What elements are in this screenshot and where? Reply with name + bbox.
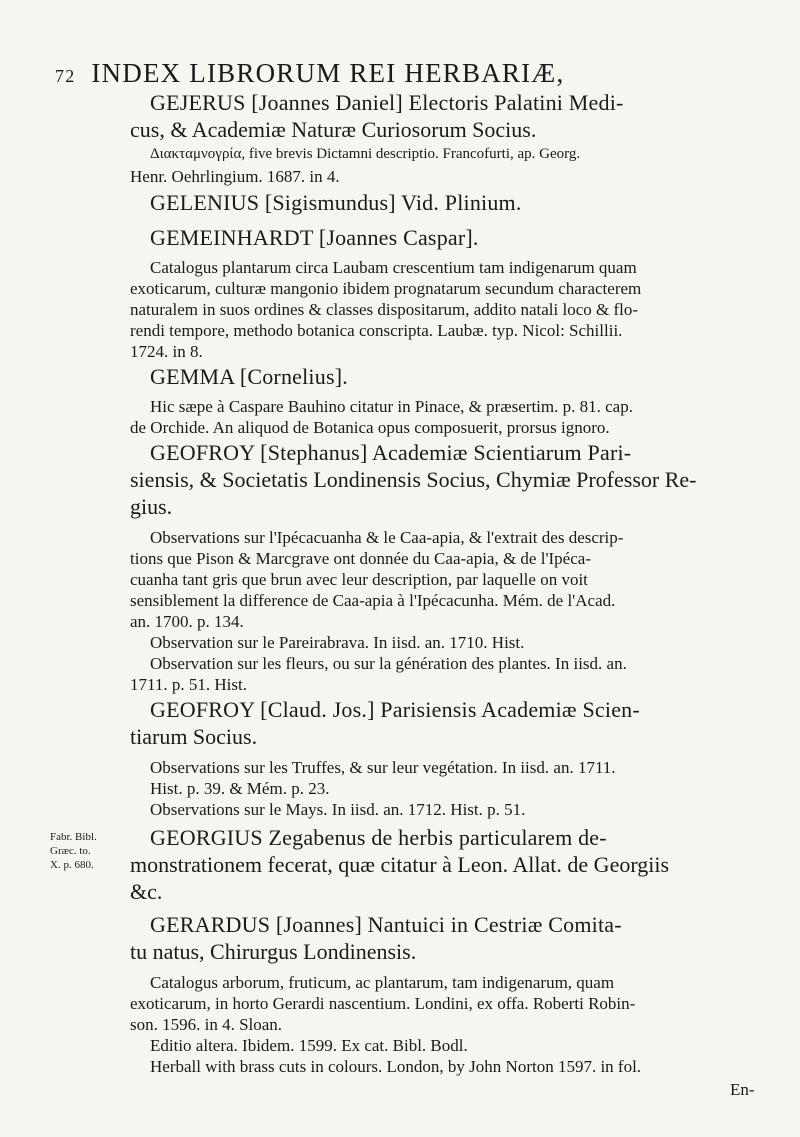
entry-line: exoticarum, culturæ mangonio ibidem prognatarum secundum characterem (130, 279, 642, 298)
entry-line: Observations sur les Truffes, & sur leur vegétation. In iisd. an. 1711. (150, 758, 616, 777)
entry-gelenius-heading: GELENIUS [Sigismundus] Vid. Plinium. (150, 190, 522, 215)
margin-note-line: Fabr. Bibl. (50, 831, 97, 843)
entry-line: Henr. Oehrlingium. 1687. in 4. (130, 167, 340, 186)
entry-line: sensiblement la difference de Caa-apia à l'Ipécacunha. Mém. de l'Acad. (130, 591, 616, 610)
entry-geofroy-stephanus-heading: GEOFROY [Stephanus] Academiæ Scientiarum Pari- (150, 440, 632, 465)
entry-georgius-heading: GEORGIUS Zegabenus de herbis particularem de- (150, 825, 607, 850)
catchword: En- (730, 1080, 755, 1099)
entry-line: Observation sur le Pareirabrava. In iisd. an. 1710. Hist. (150, 633, 525, 652)
entry-line: an. 1700. p. 134. (130, 612, 244, 631)
entry-gemma-heading: GEMMA [Cornelius]. (150, 364, 348, 389)
entry-line: Herball with brass cuts in colours. London, by John Norton 1597. in fol. (150, 1057, 642, 1076)
page-number: 72 (55, 66, 76, 86)
entry-line: monstrationem fecerat, quæ citatur à Leon. Allat. de Georgiis (130, 852, 670, 877)
entry-geofroy-claud-heading: GEOFROY [Claud. Jos.] Parisiensis Academiæ Scien- (150, 697, 640, 722)
entry-line: tiarum Socius. (130, 724, 258, 749)
margin-note-line: Græc. to. (50, 845, 91, 857)
entry-line: 1711. p. 51. Hist. (130, 675, 247, 694)
entry-line: Observations sur l'Ipécacuanha & le Caa-apia, & l'extrait des descrip- (150, 528, 624, 547)
entry-line: naturalem in suos ordines & classes dispositarum, addito natali loco & flo- (130, 300, 639, 319)
entry-line: cuanha tant gris que brun avec leur description, par laquelle on voit (130, 570, 588, 589)
entry-line: son. 1596. in 4. Sloan. (130, 1015, 283, 1034)
entry-line: cus, & Academiæ Naturæ Curiosorum Socius. (130, 117, 537, 142)
entry-line: Hist. p. 39. & Mém. p. 23. (150, 779, 330, 798)
entry-line: Observations sur le Mays. In iisd. an. 1712. Hist. p. 51. (150, 800, 526, 819)
entry-line: Catalogus arborum, fruticum, ac plantarum, tam indigenarum, quam (150, 973, 615, 992)
entry-line: Hic sæpe à Caspare Bauhino citatur in Pinace, & præsertim. p. 81. cap. (150, 397, 633, 416)
entry-gejerus-heading: GEJERUS [Joannes Daniel] Electoris Palatini Medi- (150, 90, 624, 115)
entry-line: 1724. in 8. (130, 342, 203, 361)
entry-line: siensis, & Societatis Londinensis Socius, Chymiæ Professor Re- (130, 467, 697, 492)
margin-note-line: X. p. 680. (50, 859, 94, 871)
entry-line: de Orchide. An aliquod de Botanica opus composuerit, prorsus ignoro. (130, 418, 610, 437)
entry-line: Editio altera. Ibidem. 1599. Ex cat. Bibl. Bodl. (150, 1036, 468, 1055)
entry-line: tions que Pison & Marcgrave ont donnée du Caa-apia, & de l'Ipéca- (130, 549, 591, 568)
entry-line: Observation sur les fleurs, ou sur la génération des plantes. In iisd. an. (150, 654, 627, 673)
entry-line: Catalogus plantarum circa Laubam crescentium tam indigenarum quam (150, 258, 637, 277)
entry-line: exoticarum, in horto Gerardi nascentium. Londini, ex offa. Roberti Robin- (130, 994, 636, 1013)
entry-line: Διακταμνογρία, five brevis Dictamni descriptio. Francofurti, ap. Georg. (150, 146, 581, 162)
entry-line: &c. (130, 879, 163, 904)
running-head (55, 58, 755, 89)
margin-note (50, 830, 97, 872)
entry-gerardus-heading: GERARDUS [Joannes] Nantuici in Cestriæ Comita- (150, 912, 622, 937)
entry-line: tu natus, Chirurgus Londinensis. (130, 939, 417, 964)
entry-line: gius. (130, 494, 173, 519)
page-title: INDEX LIBRORUM REI HERBARIÆ, (91, 58, 565, 88)
entry-gemeinhardt-heading: GEMEINHARDT [Joannes Caspar]. (150, 225, 479, 250)
entry-line: rendi tempore, methodo botanica conscripta. Laubæ. typ. Nicol: Schillii. (130, 321, 623, 340)
